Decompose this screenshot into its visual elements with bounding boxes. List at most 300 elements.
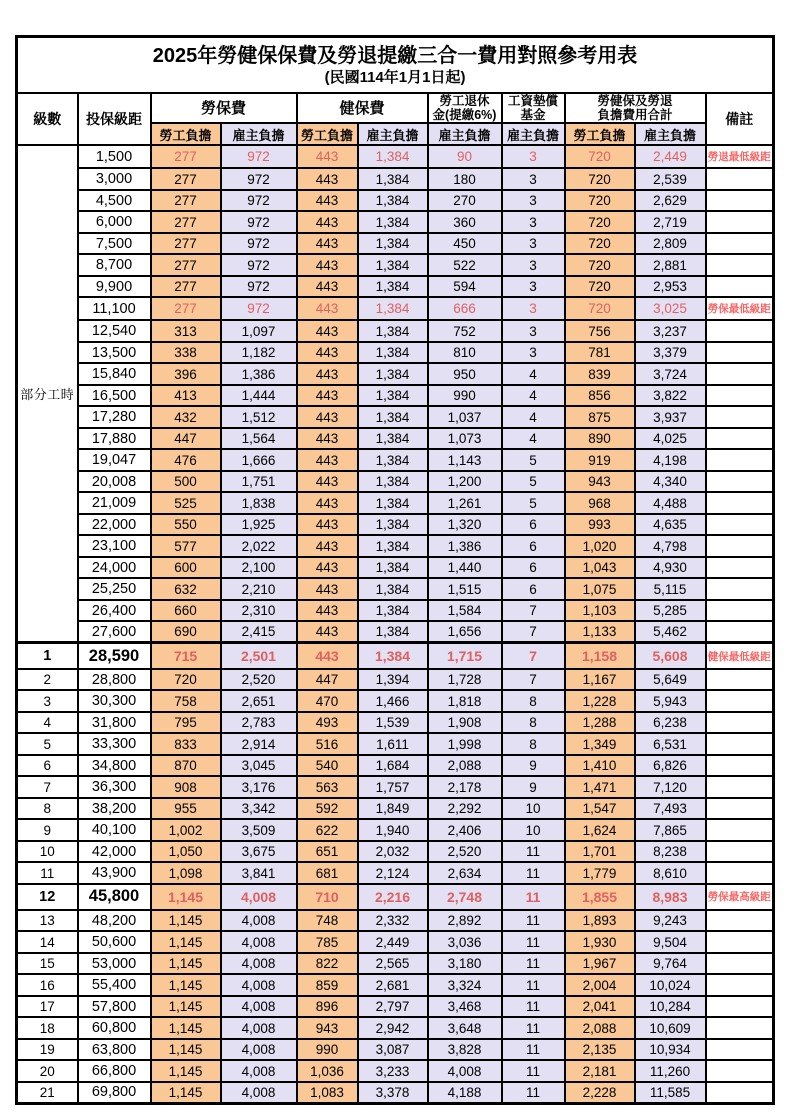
wage-fund-cell: 3 [502, 276, 565, 298]
pension-cell: 1,908 [428, 712, 502, 734]
health-employee-cell: 443 [297, 492, 358, 514]
wage-fund-cell: 4 [502, 428, 565, 450]
health-employer-cell: 1,384 [358, 621, 428, 643]
group-header-row [17, 93, 774, 124]
health-employer-cell: 1,384 [358, 211, 428, 233]
table-row [17, 953, 774, 975]
health-employee-cell: 443 [297, 449, 358, 471]
health-employee-cell: 443 [297, 320, 358, 342]
total-employee-cell: 720 [565, 145, 635, 168]
remark-cell [706, 1060, 774, 1082]
total-employee-cell: 1,158 [565, 643, 635, 669]
health-employee-cell: 443 [297, 600, 358, 622]
fee-comparison-table [15, 35, 775, 1105]
labor-employee-cell: 1,050 [151, 841, 221, 863]
remark-cell [706, 254, 774, 276]
health-employee-cell: 681 [297, 862, 358, 884]
labor-employee-cell: 1,145 [151, 953, 221, 975]
health-employee-cell: 443 [297, 363, 358, 385]
total-employer-cell: 7,865 [635, 819, 706, 841]
remark-cell [706, 428, 774, 450]
labor-employee-cell: 632 [151, 578, 221, 600]
fund-line2: 基金 [520, 107, 546, 122]
pension-cell: 3,648 [428, 1017, 502, 1039]
table-row [17, 1082, 774, 1104]
total-employer-cell: 10,024 [635, 974, 706, 996]
level-cell: 15 [17, 953, 78, 975]
health-employer-cell: 2,216 [358, 884, 428, 910]
wage-fund-cell: 3 [502, 297, 565, 320]
health-employee-cell: 785 [297, 931, 358, 953]
labor-employee-cell: 550 [151, 514, 221, 536]
wage-fund-cell: 5 [502, 492, 565, 514]
table-row [17, 974, 774, 996]
wage-fund-cell: 11 [502, 974, 565, 996]
level-cell: 3 [17, 690, 78, 712]
total-employee-cell: 943 [565, 471, 635, 493]
remark-cell [706, 320, 774, 342]
labor-employee-cell: 1,098 [151, 862, 221, 884]
total-employer-cell: 7,493 [635, 798, 706, 820]
health-employee-cell: 443 [297, 168, 358, 190]
table-row [17, 535, 774, 557]
health-employer-cell: 1,384 [358, 254, 428, 276]
health-employer-cell: 2,124 [358, 862, 428, 884]
remark-cell [706, 342, 774, 364]
remark-cell [706, 471, 774, 493]
labor-employee-cell: 1,145 [151, 996, 221, 1018]
level-cell: 19 [17, 1039, 78, 1061]
remark-cell: 勞退最低級距 [706, 145, 774, 168]
total-employer-cell: 3,724 [635, 363, 706, 385]
bracket-cell: 33,300 [78, 733, 151, 755]
labor-employee-cell: 277 [151, 168, 221, 190]
wage-fund-cell: 3 [502, 233, 565, 255]
labor-employer-cell: 2,783 [221, 712, 297, 734]
labor-employee-cell: 577 [151, 535, 221, 557]
labor-employee-cell: 277 [151, 254, 221, 276]
col-header-remark: 備註 [706, 93, 774, 146]
health-employer-cell: 1,384 [358, 600, 428, 622]
labor-employee-cell: 277 [151, 145, 221, 168]
health-employer-cell: 1,394 [358, 669, 428, 691]
total-employer-cell: 5,608 [635, 643, 706, 669]
bracket-cell: 69,800 [78, 1082, 151, 1104]
total-employer-cell: 8,238 [635, 841, 706, 863]
health-employee-cell: 443 [297, 535, 358, 557]
pension-cell: 1,728 [428, 669, 502, 691]
health-employee-cell: 651 [297, 841, 358, 863]
total-line2: 負擔費用合計 [597, 107, 673, 122]
pension-cell: 1,037 [428, 406, 502, 428]
labor-employer-cell: 1,512 [221, 406, 297, 428]
labor-employee-cell: 833 [151, 733, 221, 755]
labor-employer-cell: 2,310 [221, 600, 297, 622]
health-employer-cell: 1,684 [358, 755, 428, 777]
wage-fund-cell: 10 [502, 798, 565, 820]
health-employee-cell: 443 [297, 643, 358, 669]
remark-cell [706, 1082, 774, 1104]
health-employer-cell: 1,384 [358, 449, 428, 471]
total-employee-cell: 856 [565, 385, 635, 407]
total-employer-cell: 4,198 [635, 449, 706, 471]
total-employee-cell: 1,349 [565, 733, 635, 755]
labor-employee-cell: 313 [151, 320, 221, 342]
table-row [17, 557, 774, 579]
total-employer-cell: 9,764 [635, 953, 706, 975]
labor-employee-cell: 690 [151, 621, 221, 643]
health-employer-cell: 1,384 [358, 492, 428, 514]
labor-employer-cell: 1,182 [221, 342, 297, 364]
labor-employee-cell: 1,145 [151, 1082, 221, 1104]
labor-employee-cell: 1,145 [151, 1039, 221, 1061]
pension-cell: 2,178 [428, 776, 502, 798]
table-row [17, 884, 774, 910]
level-cell: 18 [17, 1017, 78, 1039]
health-employer-cell: 1,384 [358, 363, 428, 385]
health-employer-cell: 1,466 [358, 690, 428, 712]
total-employee-cell: 1,893 [565, 910, 635, 932]
total-employee-cell: 1,288 [565, 712, 635, 734]
wage-fund-cell: 11 [502, 862, 565, 884]
level-cell: 10 [17, 841, 78, 863]
health-employee-cell: 443 [297, 406, 358, 428]
labor-employee-cell: 660 [151, 600, 221, 622]
remark-cell [706, 406, 774, 428]
table-row [17, 755, 774, 777]
total-employer-cell: 7,120 [635, 776, 706, 798]
total-employee-cell: 1,133 [565, 621, 635, 643]
table-row [17, 1017, 774, 1039]
labor-employer-cell: 1,925 [221, 514, 297, 536]
labor-employee-cell: 447 [151, 428, 221, 450]
total-employee-cell: 720 [565, 297, 635, 320]
health-employer-cell: 1,384 [358, 168, 428, 190]
health-employer-cell: 1,940 [358, 819, 428, 841]
total-employee-cell: 720 [565, 233, 635, 255]
total-employer-cell: 6,531 [635, 733, 706, 755]
total-employer-cell: 8,983 [635, 884, 706, 910]
wage-fund-cell: 11 [502, 953, 565, 975]
subheader-health-employer: 雇主負擔 [358, 123, 428, 145]
remark-cell [706, 535, 774, 557]
labor-employee-cell: 908 [151, 776, 221, 798]
total-employer-cell: 6,826 [635, 755, 706, 777]
wage-fund-cell: 6 [502, 578, 565, 600]
labor-employee-cell: 715 [151, 643, 221, 669]
labor-employee-cell: 870 [151, 755, 221, 777]
health-employee-cell: 447 [297, 669, 358, 691]
pension-cell: 666 [428, 297, 502, 320]
bracket-cell: 36,300 [78, 776, 151, 798]
health-employee-cell: 443 [297, 297, 358, 320]
bracket-cell: 42,000 [78, 841, 151, 863]
total-employee-cell: 919 [565, 449, 635, 471]
bracket-cell: 55,400 [78, 974, 151, 996]
health-employer-cell: 1,384 [358, 406, 428, 428]
health-employer-cell: 1,384 [358, 145, 428, 168]
health-employer-cell: 1,384 [358, 643, 428, 669]
remark-cell [706, 755, 774, 777]
health-employer-cell: 1,384 [358, 342, 428, 364]
remark-cell [706, 690, 774, 712]
subheader-fund-employer: 雇主負擔 [502, 123, 565, 145]
wage-fund-cell: 7 [502, 621, 565, 643]
pension-cell: 2,406 [428, 819, 502, 841]
page-subtitle: (民國114年1月1日起) [324, 69, 466, 86]
bracket-cell: 25,250 [78, 578, 151, 600]
bracket-cell: 13,500 [78, 342, 151, 364]
bracket-cell: 48,200 [78, 910, 151, 932]
table-row [17, 643, 774, 669]
health-employer-cell: 1,611 [358, 733, 428, 755]
pension-cell: 990 [428, 385, 502, 407]
health-employee-cell: 443 [297, 233, 358, 255]
wage-fund-cell: 3 [502, 342, 565, 364]
labor-employer-cell: 972 [221, 211, 297, 233]
total-employee-cell: 756 [565, 320, 635, 342]
total-employer-cell: 11,585 [635, 1082, 706, 1104]
labor-employee-cell: 600 [151, 557, 221, 579]
total-employee-cell: 875 [565, 406, 635, 428]
pension-cell: 2,634 [428, 862, 502, 884]
pension-cell: 4,188 [428, 1082, 502, 1104]
total-employee-cell: 1,228 [565, 690, 635, 712]
table-row [17, 190, 774, 212]
health-employee-cell: 443 [297, 557, 358, 579]
bracket-cell: 26,400 [78, 600, 151, 622]
table-row [17, 254, 774, 276]
remark-cell [706, 621, 774, 643]
bracket-cell: 63,800 [78, 1039, 151, 1061]
bracket-cell: 31,800 [78, 712, 151, 734]
wage-fund-cell: 11 [502, 1039, 565, 1061]
labor-employee-cell: 432 [151, 406, 221, 428]
total-employee-cell: 1,855 [565, 884, 635, 910]
wage-fund-cell: 7 [502, 600, 565, 622]
bracket-cell: 16,500 [78, 385, 151, 407]
table-row [17, 168, 774, 190]
remark-cell [706, 1039, 774, 1061]
health-employee-cell: 622 [297, 819, 358, 841]
labor-employer-cell: 972 [221, 297, 297, 320]
bracket-cell: 12,540 [78, 320, 151, 342]
total-employee-cell: 720 [565, 168, 635, 190]
level-cell: 14 [17, 931, 78, 953]
labor-employee-cell: 758 [151, 690, 221, 712]
wage-fund-cell: 6 [502, 557, 565, 579]
total-employee-cell: 1,471 [565, 776, 635, 798]
bracket-cell: 40,100 [78, 819, 151, 841]
total-employee-cell: 2,088 [565, 1017, 635, 1039]
labor-employee-cell: 1,145 [151, 910, 221, 932]
col-header-wage-fund [502, 93, 565, 124]
pension-cell: 2,292 [428, 798, 502, 820]
total-employer-cell: 2,953 [635, 276, 706, 298]
bracket-cell: 8,700 [78, 254, 151, 276]
table-row [17, 406, 774, 428]
labor-employee-cell: 277 [151, 276, 221, 298]
health-employer-cell: 3,087 [358, 1039, 428, 1061]
labor-employer-cell: 2,501 [221, 643, 297, 669]
table-row [17, 449, 774, 471]
pension-cell: 3,324 [428, 974, 502, 996]
total-employee-cell: 720 [565, 211, 635, 233]
health-employer-cell: 2,332 [358, 910, 428, 932]
health-employee-cell: 443 [297, 514, 358, 536]
col-header-bracket: 投保級距 [78, 93, 151, 146]
health-employee-cell: 1,036 [297, 1060, 358, 1082]
health-employee-cell: 443 [297, 190, 358, 212]
pension-cell: 1,515 [428, 578, 502, 600]
pension-cell: 810 [428, 342, 502, 364]
level-cell: 11 [17, 862, 78, 884]
health-employer-cell: 1,384 [358, 320, 428, 342]
bracket-cell: 21,009 [78, 492, 151, 514]
total-employee-cell: 781 [565, 342, 635, 364]
health-employer-cell: 2,681 [358, 974, 428, 996]
labor-employee-cell: 500 [151, 471, 221, 493]
total-employee-cell: 1,043 [565, 557, 635, 579]
health-employer-cell: 2,449 [358, 931, 428, 953]
pension-cell: 2,892 [428, 910, 502, 932]
total-employee-cell: 2,135 [565, 1039, 635, 1061]
total-employer-cell: 3,379 [635, 342, 706, 364]
labor-employer-cell: 1,564 [221, 428, 297, 450]
table-row [17, 145, 774, 168]
fund-line1: 工資墊償 [507, 93, 558, 108]
health-employee-cell: 540 [297, 755, 358, 777]
total-employee-cell: 1,020 [565, 535, 635, 557]
bracket-cell: 45,800 [78, 884, 151, 910]
wage-fund-cell: 3 [502, 145, 565, 168]
labor-employee-cell: 795 [151, 712, 221, 734]
total-employer-cell: 9,243 [635, 910, 706, 932]
wage-fund-cell: 3 [502, 190, 565, 212]
total-employer-cell: 4,930 [635, 557, 706, 579]
bracket-cell: 66,800 [78, 1060, 151, 1082]
health-employer-cell: 1,539 [358, 712, 428, 734]
pension-cell: 3,036 [428, 931, 502, 953]
total-employer-cell: 3,937 [635, 406, 706, 428]
table-row [17, 712, 774, 734]
labor-employee-cell: 1,002 [151, 819, 221, 841]
total-line1: 勞健保及勞退 [597, 93, 673, 108]
health-employer-cell: 3,233 [358, 1060, 428, 1082]
pension-cell: 2,088 [428, 755, 502, 777]
total-employee-cell: 2,004 [565, 974, 635, 996]
page-title: 2025年勞健保保費及勞退提繳三合一費用對照參考用表 [152, 45, 638, 67]
labor-employer-cell: 4,008 [221, 996, 297, 1018]
level-cell: 4 [17, 712, 78, 734]
table-row [17, 385, 774, 407]
health-employer-cell: 1,384 [358, 385, 428, 407]
wage-fund-cell: 3 [502, 211, 565, 233]
labor-employer-cell: 4,008 [221, 910, 297, 932]
labor-employer-cell: 2,210 [221, 578, 297, 600]
table-row [17, 211, 774, 233]
pension-cell: 752 [428, 320, 502, 342]
wage-fund-cell: 11 [502, 1017, 565, 1039]
remark-cell [706, 514, 774, 536]
total-employee-cell: 1,167 [565, 669, 635, 691]
health-employee-cell: 443 [297, 211, 358, 233]
remark-cell [706, 492, 774, 514]
total-employer-cell: 2,881 [635, 254, 706, 276]
labor-employee-cell: 1,145 [151, 974, 221, 996]
total-employee-cell: 1,624 [565, 819, 635, 841]
labor-employer-cell: 3,045 [221, 755, 297, 777]
remark-cell [706, 841, 774, 863]
pension-cell: 950 [428, 363, 502, 385]
bracket-cell: 23,100 [78, 535, 151, 557]
labor-employee-cell: 1,145 [151, 1017, 221, 1039]
health-employer-cell: 2,942 [358, 1017, 428, 1039]
col-header-level: 級數 [17, 93, 78, 146]
total-employer-cell: 2,629 [635, 190, 706, 212]
health-employer-cell: 1,384 [358, 428, 428, 450]
pension-cell: 270 [428, 190, 502, 212]
labor-employer-cell: 1,751 [221, 471, 297, 493]
remark-cell [706, 168, 774, 190]
bracket-cell: 27,600 [78, 621, 151, 643]
health-employer-cell: 1,384 [358, 297, 428, 320]
health-employer-cell: 1,384 [358, 578, 428, 600]
subheader-labor-employer: 雇主負擔 [221, 123, 297, 145]
wage-fund-cell: 9 [502, 755, 565, 777]
bracket-cell: 15,840 [78, 363, 151, 385]
table-row [17, 931, 774, 953]
pension-line1: 勞工退休 [439, 93, 490, 108]
pension-cell: 1,261 [428, 492, 502, 514]
wage-fund-cell: 11 [502, 910, 565, 932]
bracket-cell: 19,047 [78, 449, 151, 471]
bracket-cell: 24,000 [78, 557, 151, 579]
labor-employer-cell: 4,008 [221, 1060, 297, 1082]
health-employee-cell: 943 [297, 1017, 358, 1039]
total-employee-cell: 1,779 [565, 862, 635, 884]
labor-employer-cell: 2,651 [221, 690, 297, 712]
health-employer-cell: 1,384 [358, 471, 428, 493]
table-row [17, 862, 774, 884]
title-row [17, 37, 774, 93]
table-row [17, 320, 774, 342]
level-cell: 17 [17, 996, 78, 1018]
pension-cell: 3,828 [428, 1039, 502, 1061]
labor-employee-cell: 476 [151, 449, 221, 471]
table-row [17, 578, 774, 600]
table-body [17, 145, 774, 1103]
pension-cell: 1,715 [428, 643, 502, 669]
subheader-total-employee: 勞工負擔 [565, 123, 635, 145]
level-cell: 12 [17, 884, 78, 910]
total-employer-cell: 5,462 [635, 621, 706, 643]
remark-cell: 勞保最低級距 [706, 297, 774, 320]
level-cell: 5 [17, 733, 78, 755]
table-row [17, 428, 774, 450]
bracket-cell: 57,800 [78, 996, 151, 1018]
table-row [17, 363, 774, 385]
labor-employer-cell: 3,342 [221, 798, 297, 820]
total-employer-cell: 4,340 [635, 471, 706, 493]
remark-cell [706, 669, 774, 691]
labor-employer-cell: 1,097 [221, 320, 297, 342]
labor-employee-cell: 277 [151, 233, 221, 255]
remark-cell [706, 862, 774, 884]
total-employer-cell: 4,488 [635, 492, 706, 514]
labor-employee-cell: 277 [151, 190, 221, 212]
labor-employer-cell: 3,176 [221, 776, 297, 798]
